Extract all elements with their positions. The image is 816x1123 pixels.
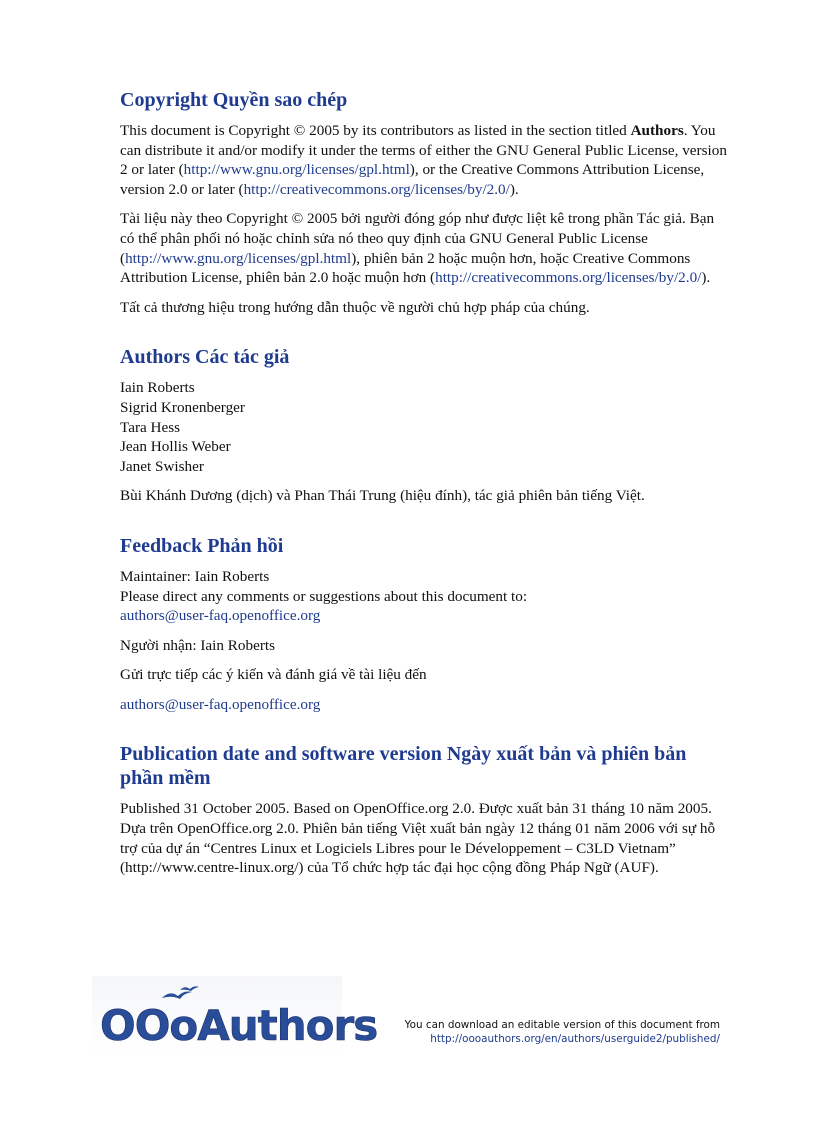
author-name: Janet Swisher xyxy=(120,457,204,475)
cc-link-vi[interactable]: http://creativecommons.org/licenses/by/2.0/ xyxy=(435,269,702,287)
copyright-heading: Copyright Quyền sao chép xyxy=(120,89,348,111)
copyright-section xyxy=(120,88,730,317)
logo-text: OOoAuthors xyxy=(100,1001,378,1050)
author-name: Sigrid Kronenberger xyxy=(120,398,245,416)
publication-section xyxy=(120,742,730,877)
authors-section xyxy=(120,345,730,506)
feedback-block xyxy=(120,567,730,626)
maintainer-line: Maintainer: Iain Roberts xyxy=(120,567,270,585)
copyright-text: ). xyxy=(509,180,519,198)
copyright-text: This document is Copyright © 2005 by its contributors as listed in the section titled xyxy=(120,122,631,139)
copyright-text-vi: ). xyxy=(701,269,711,287)
author-name: Jean Hollis Weber xyxy=(120,438,231,456)
nguoi-nhan-line: Người nhận: Iain Roberts xyxy=(120,636,276,654)
feedback-section xyxy=(120,534,730,715)
oooauthors-logo-graphic xyxy=(92,976,378,1054)
feedback-heading: Feedback Phản hồi xyxy=(120,534,284,557)
publication-heading: Publication date and software version Ngày xuất bản và phiên bản phần mềm xyxy=(120,743,687,790)
copyright-text-vi: Tài liệu này theo Copyright © 2005 bởi người đóng góp như được liệt kê trong phần Tác giả. Bạn có thể phân phối nó hoặc chỉnh sửa nó theo quy định của GNU General Public License ( xyxy=(120,210,715,267)
copyright-text: . You can distribute it and/or modify it under the terms of either the GNU General Public License, version 2 or later ( xyxy=(120,122,727,179)
authors-bold-ref: Authors xyxy=(630,122,684,139)
trademark-paragraph: Tất cả thương hiệu trong hướng dẫn thuộc về người chủ hợp pháp của chúng. xyxy=(120,298,590,316)
gpl-link-vi[interactable]: http://www.gnu.org/licenses/gpl.html xyxy=(125,249,352,267)
translators-line: Bùi Khánh Dương (dịch) và Phan Thái Trung (hiệu đính), tác giả phiên bản tiếng Việt. xyxy=(120,487,645,505)
cc-link[interactable]: http://creativecommons.org/licenses/by/2.0/ xyxy=(243,180,510,198)
author-name: Iain Roberts xyxy=(120,379,195,397)
feedback-email-link-vi[interactable]: authors@user-faq.openoffice.org xyxy=(120,695,321,713)
feedback-email-vi-paragraph xyxy=(120,695,730,715)
gpl-link[interactable]: http://www.gnu.org/licenses/gpl.html xyxy=(183,161,410,179)
feedback-email-link[interactable]: authors@user-faq.openoffice.org xyxy=(120,607,321,625)
download-url-link[interactable]: http://oooauthors.org/en/authors/userguide2/published/ xyxy=(430,1033,720,1045)
copyright-paragraph-en xyxy=(120,121,730,199)
copyright-paragraph-vi xyxy=(120,209,730,287)
direct-comments-line: Please direct any comments or suggestions about this document to: xyxy=(120,587,528,605)
publication-paragraph: Published 31 October 2005. Based on OpenOffice.org 2.0. Được xuất bản 31 tháng 10 năm 2005. Dựa trên OpenOffice.org 2.0. Phiên bản tiếng Việt xuất bản ngày 12 tháng 01 năm 2006 với sự hỗ trợ của dự án “Centres Linux et Logiciels Libres pour le Développement – C3LD Vietnam” (http://www.centre-linux.org/) của Tổ chức hợp tác đại học cộng đồng Pháp Ngữ (AUF). xyxy=(120,800,716,877)
oooauthors-logo xyxy=(92,976,378,1054)
download-note xyxy=(405,1018,720,1046)
authors-list xyxy=(120,378,730,476)
gui-line: Gửi trực tiếp các ý kiến và đánh giá về tài liệu đến xyxy=(120,666,427,684)
copyright-text-vi: ), phiên bản 2 hoặc muộn hơn, hoặc Creative Commons Attribution License, phiên bản 2.0 hoặc muộn hơn ( xyxy=(120,249,691,287)
authors-heading: Authors Các tác giả xyxy=(120,346,290,369)
copyright-text: ), or the Creative Commons Attribution License, version 2.0 or later ( xyxy=(120,161,705,198)
author-name: Tara Hess xyxy=(120,418,181,436)
download-text: You can download an editable version of this document from xyxy=(404,1019,720,1031)
page-content xyxy=(120,88,730,906)
